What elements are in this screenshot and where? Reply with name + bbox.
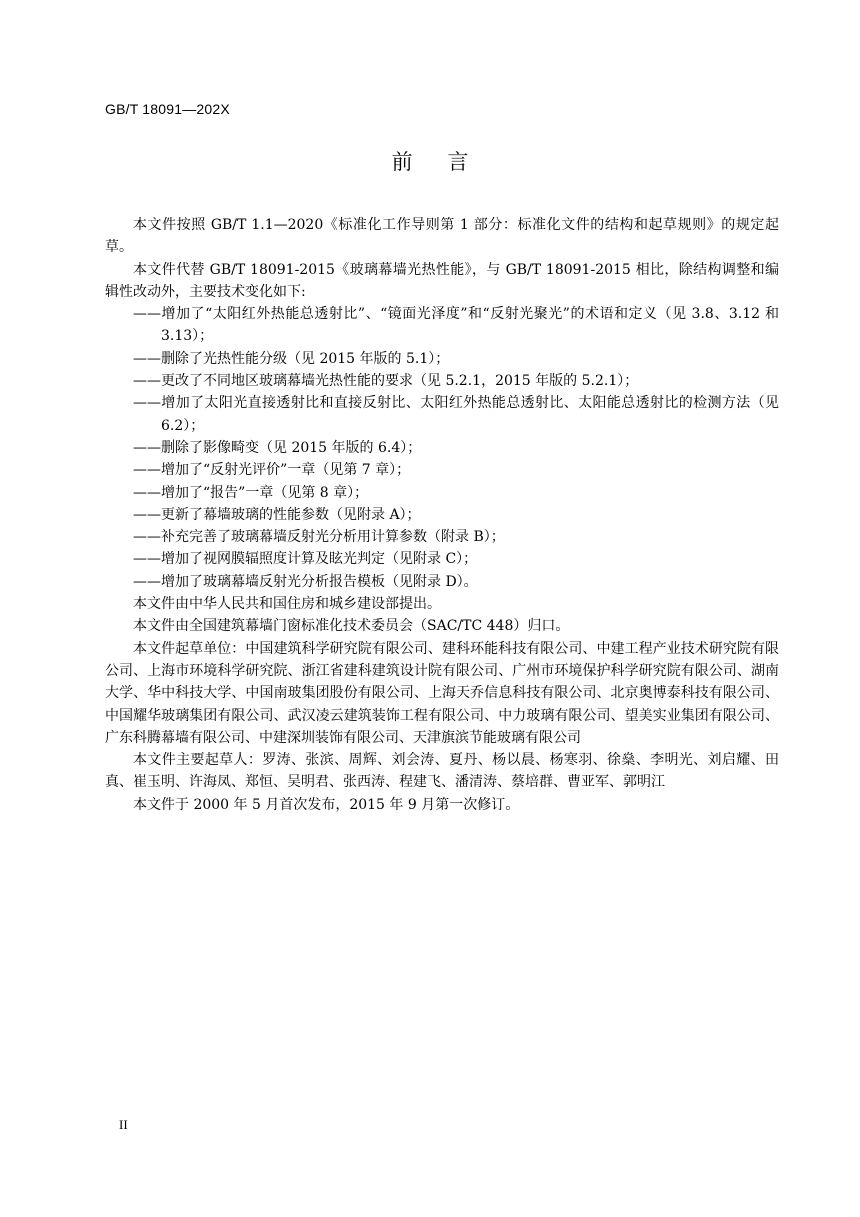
change-item: ——增加了太阳光直接透射比和直接反射比、太阳红外热能总透射比、太阳能总透射比的检测方法（见 6.2）；	[133, 395, 779, 434]
standard-code: GB/T 18091—202X	[105, 101, 230, 117]
intro-paragraph-scope: 本文件按照 GB/T 1.1—2020《标准化工作导则第 1 部分：标准化文件的结构和起草规则》的规定起草。	[105, 217, 779, 256]
page-number: II	[119, 1117, 128, 1132]
drafters-paragraph: 本文件主要起草人：罗涛、张滨、周辉、刘会涛、夏丹、杨以晨、杨寒羽、徐燊、李明光、刘启耀、田真、崔玉明、许海凤、郑恒、吴明君、张西涛、程建飞、潘清涛、蔡培群、曹亚军、郭明江	[105, 752, 779, 791]
change-item: ——补充完善了玻璃幕墙反射光分析用计算参数（附录 B）；	[133, 529, 505, 546]
change-item: ——更新了幕墙玻璃的性能参数（见附录 A）；	[133, 506, 421, 523]
change-item: ——删除了影像畸变（见 2015 年版的 6.4）；	[133, 439, 422, 456]
drafting-units-paragraph: 本文件起草单位：中国建筑科学研究院有限公司、建科环能科技有限公司、中建工程产业技术研究院有限公司、上海市环境科学研究院、浙江省建科建筑设计院有限公司、广州市环境保护科学研究院有限公司、湖南大学、华中科技大学、中国南玻集团股份有限公司、上海天乔信息科技有限公司、北京奥博泰科技有限公司、中国耀华玻璃集团有限公司、武汉凌云建筑装饰工程有限公司、中力玻璃有限公司、望美实业集团有限公司、广东科腾幕墙有限公司、中建深圳装饰有限公司、天津旗滨节能玻璃有限公司	[105, 640, 779, 746]
proposer-paragraph: 本文件由中华人民共和国住房和城乡建设部提出。	[133, 596, 441, 613]
change-item: ——增加了“太阳红外热能总透射比”、“镜面光泽度”和“反射光聚光”的术语和定义（见 3.8、3.12 和 3.13）；	[133, 306, 779, 345]
foreword-body	[105, 214, 779, 816]
change-item: ——增加了“报告”一章（见第 8 章）；	[133, 484, 369, 501]
change-item: ——增加了玻璃幕墙反射光分析报告模板（见附录 D）。	[133, 573, 478, 590]
intro-paragraph-replacement: 本文件代替 GB/T 18091-2015《玻璃幕墙光热性能》，与 GB/T 18091-2015 相比，除结构调整和编辑性改动外，主要技术变化如下:	[105, 261, 779, 300]
change-item: ——更改了不同地区玻璃幕墙光热性能的要求（见 5.2.1，2015 年版的 5.2.1）；	[133, 373, 639, 390]
change-item: ——删除了光热性能分级（见 2015 年版的 5.1）；	[133, 350, 450, 367]
change-item: ——增加了“反射光评价”一章（见第 7 章）；	[133, 462, 411, 479]
committee-paragraph: 本文件由全国建筑幕墙门窗标准化技术委员会（SAC/TC 448）归口。	[133, 618, 570, 635]
page-title: 前 言	[391, 150, 483, 174]
history-paragraph: 本文件于 2000 年 5 月首次发布，2015 年 9 月第一次修订。	[133, 796, 520, 813]
change-item: ——增加了视网膜辐照度计算及眩光判定（见附录 C）；	[133, 551, 478, 568]
